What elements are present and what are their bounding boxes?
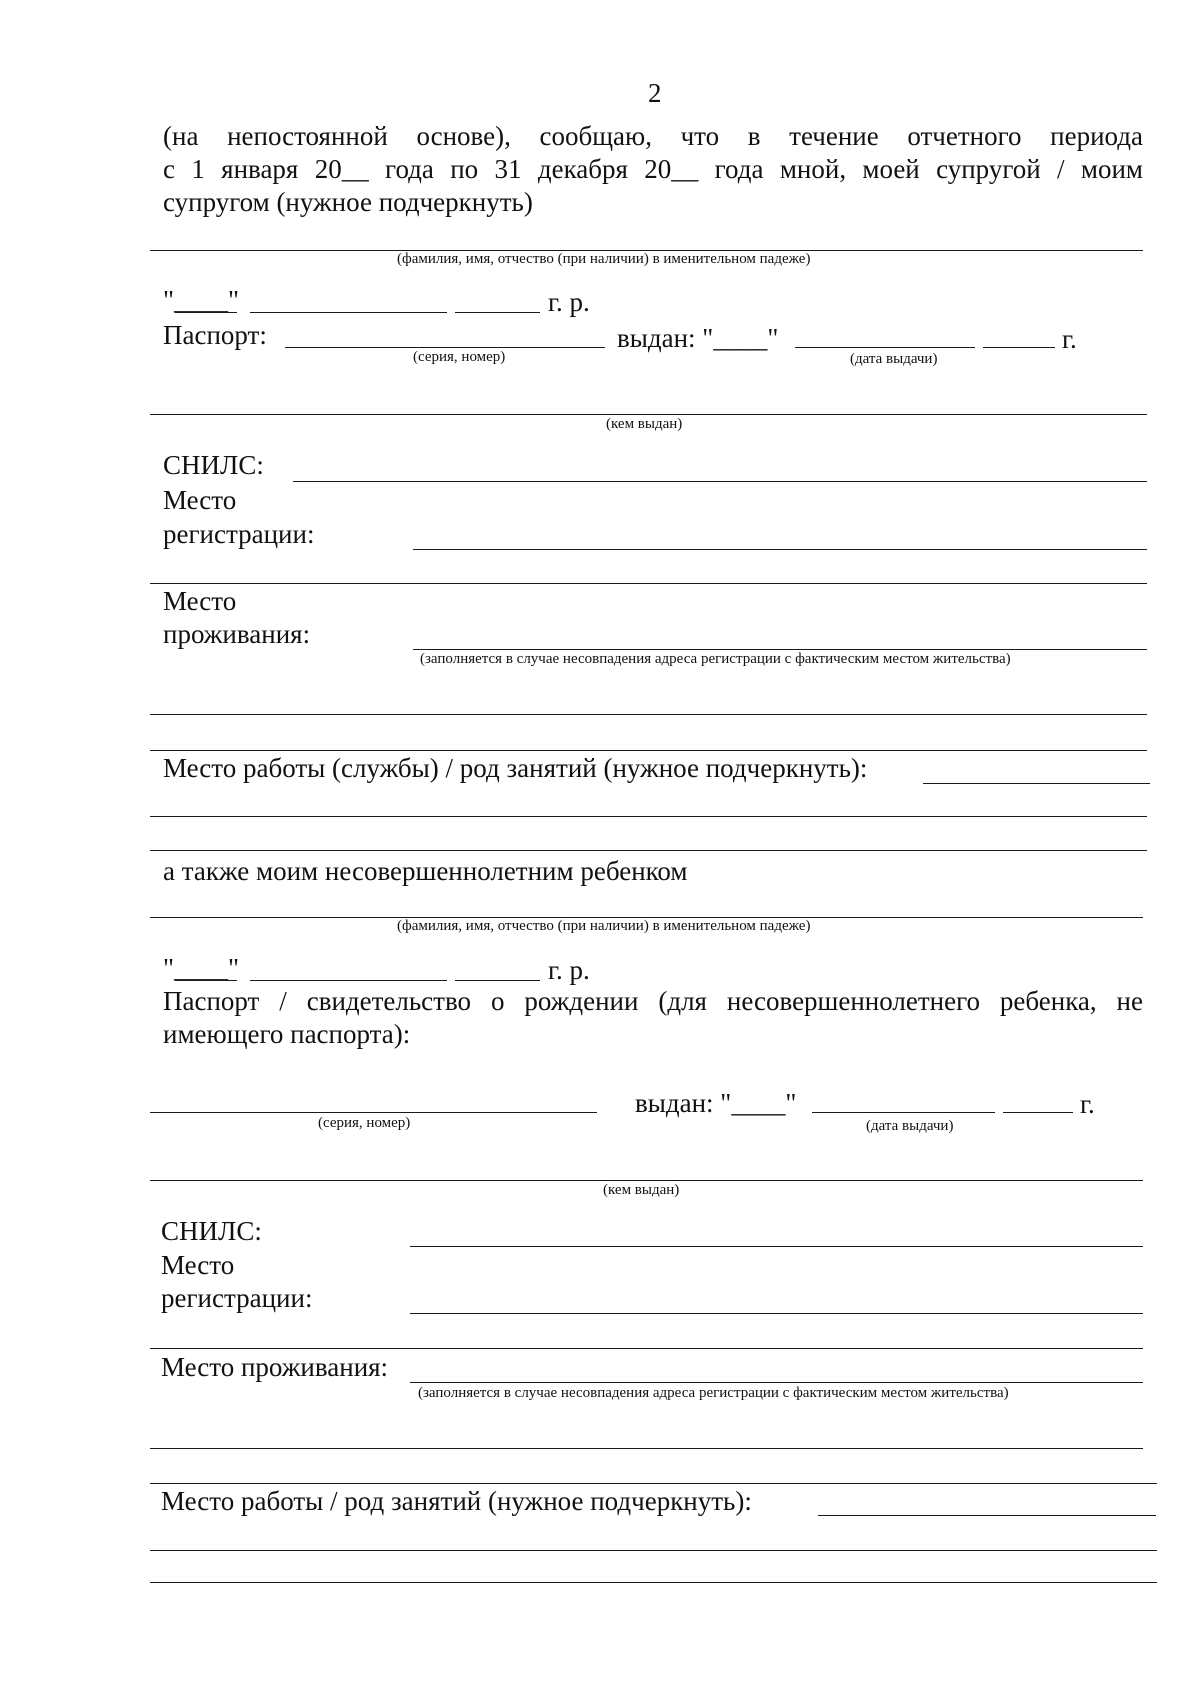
child-registration-label-2: регистрации: (161, 1283, 313, 1313)
child-work-label: Место работы / род занятий (нужное подчеркнуть): (161, 1486, 752, 1516)
intro-line-1: (на непостоянной основе), сообщаю, что в течение отчетного периода (163, 121, 1143, 151)
child-birth-day: "____" (163, 953, 240, 983)
child-issue-date-caption: (дата выдачи) (866, 1118, 954, 1134)
child-passport-number-field[interactable] (150, 1112, 597, 1113)
spouse-passport-label: Паспорт: (163, 320, 267, 350)
page-number: 2 (648, 78, 662, 108)
child-residence-field-2[interactable] (150, 1448, 1143, 1449)
spouse-residence-field[interactable] (413, 649, 1147, 650)
intro-line-3: супругом (нужное подчеркнуть) (163, 187, 533, 217)
child-work-field-2[interactable] (150, 1550, 1157, 1551)
spouse-fio-caption: (фамилия, имя, отчество (при наличии) в именительном падеже) (397, 251, 811, 267)
child-registration-label-1: Место (161, 1250, 235, 1280)
child-snils-field[interactable] (410, 1246, 1143, 1247)
child-issued-by-caption: (кем выдан) (603, 1182, 680, 1198)
spouse-snils-field[interactable] (293, 481, 1147, 482)
spouse-work-field-3[interactable] (150, 850, 1147, 851)
child-issued-label: выдан: "____" (635, 1088, 797, 1118)
child-birth-suffix: г. р. (548, 955, 590, 985)
child-residence-field[interactable] (410, 1382, 1143, 1383)
spouse-registration-label-1: Место (163, 485, 237, 515)
spouse-residence-label-1: Место (163, 586, 237, 616)
child-work-field-3[interactable] (150, 1582, 1157, 1583)
spouse-residence-field-3[interactable] (150, 750, 1147, 751)
child-registration-field-2[interactable] (150, 1348, 1143, 1349)
child-residence-caption: (заполняется в случае несовпадения адреса регистрации с фактическим местом жительства) (418, 1385, 1009, 1401)
spouse-birth-day-field[interactable] (175, 312, 237, 313)
spouse-birth-month-field[interactable] (250, 312, 447, 313)
intro-line-2: с 1 января 20__ года по 31 декабря 20__ года мной, моей супругой / моим (163, 154, 1143, 184)
spouse-residence-field-2[interactable] (150, 714, 1147, 715)
child-intro: а также моим несовершеннолетним ребенком (163, 856, 688, 886)
spouse-birth-day: "____" (163, 285, 240, 315)
child-passport-line-2: имеющего паспорта): (163, 1019, 411, 1049)
child-birth-day-field[interactable] (175, 980, 237, 981)
child-passport-line-1: Паспорт / свидетельство о рождении (для несовершеннолетнего ребенка, не (163, 986, 1143, 1016)
child-fio-caption: (фамилия, имя, отчество (при наличии) в именительном падеже) (397, 918, 811, 934)
spouse-issue-year-field[interactable] (983, 347, 1055, 348)
spouse-work-field[interactable] (923, 783, 1150, 784)
child-residence-field-3[interactable] (150, 1483, 1157, 1484)
spouse-residence-caption: (заполняется в случае несовпадения адреса регистрации с фактическим местом жительства) (420, 651, 1011, 667)
spouse-snils-label: СНИЛС: (163, 450, 264, 480)
spouse-registration-field-2[interactable] (150, 583, 1147, 584)
child-snils-label: СНИЛС: (161, 1216, 262, 1246)
child-registration-field[interactable] (410, 1313, 1143, 1314)
spouse-registration-field[interactable] (413, 549, 1147, 550)
spouse-work-field-2[interactable] (150, 816, 1147, 817)
child-issue-year-field[interactable] (1003, 1112, 1073, 1113)
child-residence-label: Место проживания: (161, 1352, 389, 1382)
spouse-passport-number-caption: (серия, номер) (413, 349, 506, 365)
spouse-issue-year-suffix: г. (1062, 324, 1077, 354)
child-issue-date-field[interactable] (812, 1112, 995, 1113)
spouse-passport-number-field[interactable] (285, 347, 605, 348)
spouse-birth-year-field[interactable] (455, 312, 540, 313)
spouse-issue-date-caption: (дата выдачи) (850, 351, 938, 367)
spouse-residence-label-2: проживания: (163, 619, 311, 649)
child-work-field[interactable] (818, 1515, 1156, 1516)
child-birth-month-field[interactable] (250, 980, 447, 981)
child-birth-year-field[interactable] (455, 980, 540, 981)
child-passport-number-caption: (серия, номер) (318, 1115, 411, 1131)
spouse-work-label: Место работы (службы) / род занятий (нужное подчеркнуть): (163, 753, 868, 783)
child-issued-by-field[interactable] (150, 1180, 1143, 1181)
spouse-issued-by-field[interactable] (150, 414, 1147, 415)
spouse-issue-date-field[interactable] (795, 347, 975, 348)
spouse-issued-label: выдан: "____" (617, 323, 779, 353)
spouse-birth-suffix: г. р. (548, 287, 590, 317)
spouse-issued-by-caption: (кем выдан) (606, 416, 683, 432)
spouse-registration-label-2: регистрации: (163, 519, 315, 549)
child-issue-year-suffix: г. (1080, 1089, 1095, 1119)
